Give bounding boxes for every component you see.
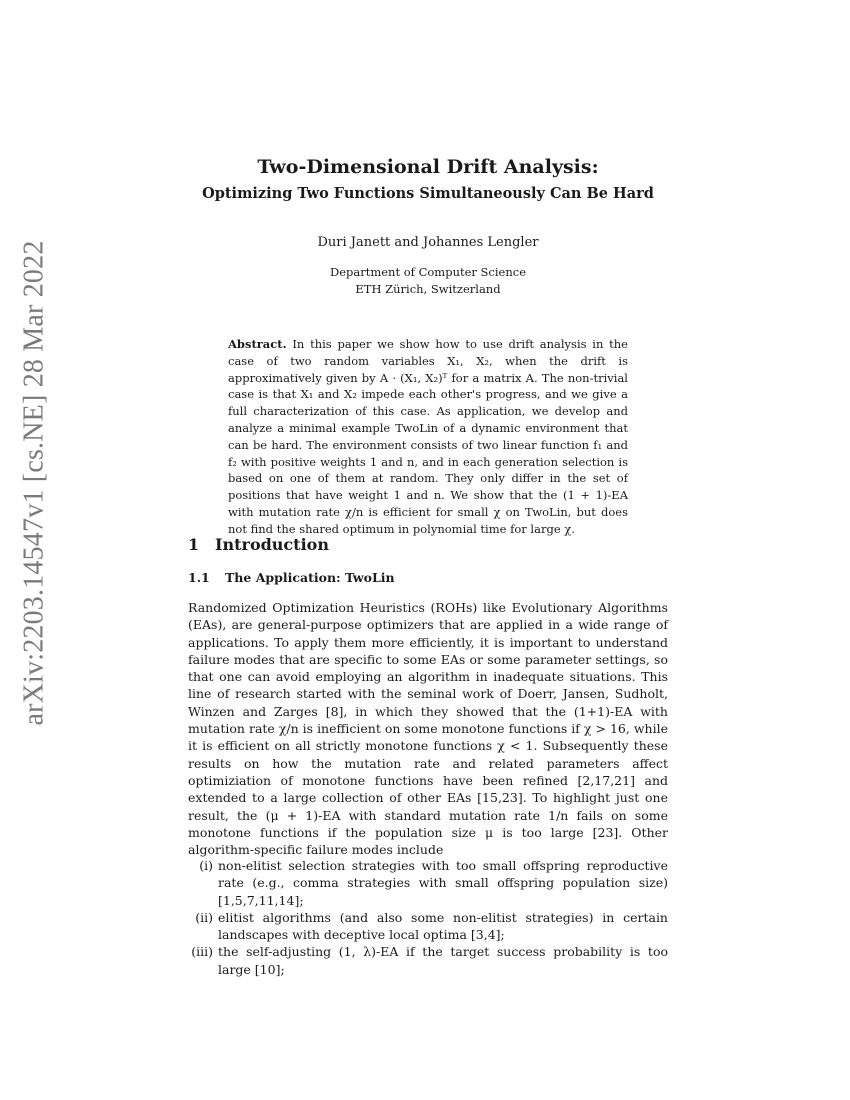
list-item-marker: (i) bbox=[199, 858, 213, 873]
arxiv-identifier-stamp bbox=[12, 240, 58, 726]
list-item-marker: (iii) bbox=[191, 944, 213, 960]
list-item bbox=[188, 943, 668, 978]
list-item bbox=[188, 909, 668, 944]
arxiv-identifier-text: arXiv:2203.14547v1 [cs.NE] 28 Mar 2022 bbox=[19, 240, 51, 726]
intro-paragraph: Randomized Optimization Heuristics (ROHs) like Evolutionary Algorithms (EAs), are general-purpose optimizers that are applied in a wide range of applications. To apply them more efficiently, it is important to understand failure modes that are specific to some EAs or some parameter settings, so that one can avoid employing an algorithm in inadequate situations. This line of research started with the seminal work of Doerr, Jansen, Sudholt, Winzen and Zarges [8], in which they showed that the (1+1)-EA with mutation rate χ/n is inefficient on some monotone functions if χ > 16, while it is efficient on all strictly monotone functions χ < 1. Subsequently these results on how the mutation rate and related parameters affect optimiziation of monotone functions have been refined [2,17,21] and extended to a large collection of other EAs [15,23]. To highlight just one result, the (μ + 1)-EA with standard mutation rate 1/n fails on some monotone functions if the population size μ is too large [23]. Other algorithm-specific failure modes include bbox=[188, 600, 668, 858]
abstract-text: In this paper we show how to use drift analysis in the case of two random variables X₁, X₂, when the drift is approximatively given by A · (X₁, X₂)ᵀ for a matrix A. The non-trivial case is that X₁ and X₂ impede each other's progress, and we give a full characterization of this case. As application, we develop and analyze a minimal example TwoLin of a dynamic environment that can be hard. The environment consists of two linear function f₁ and f₂ with positive weights 1 and n, and in each generation selection is based on one of them at random. They only differ in the set of positions that have weight 1 and n. We show that the (1 + 1)-EA with mutation rate χ/n is efficient for small χ on TwoLin, but does not find the shared optimum in polynomial time for large χ. bbox=[228, 337, 628, 536]
list-item-marker: (ii) bbox=[195, 909, 213, 925]
affiliation-department: Department of Computer Science bbox=[329, 265, 527, 279]
list-item-text: elitist algorithms (and also some non-elitist strategies) in certain landscapes with deceptive local optima [3,4]; bbox=[218, 909, 668, 943]
section-number: 1 bbox=[188, 535, 200, 554]
list-item-text: the self-adjusting (1, λ)-EA if the target success probability is too large [10]; bbox=[218, 944, 668, 977]
list-item bbox=[188, 857, 668, 909]
author-list: Duri Janett and Johannes Lengler bbox=[317, 235, 539, 250]
section-title: Introduction bbox=[215, 535, 329, 554]
failure-modes-list bbox=[188, 857, 668, 978]
affiliation bbox=[188, 264, 668, 298]
section-heading-introduction bbox=[188, 535, 329, 554]
subsection-heading-application bbox=[188, 570, 395, 585]
abstract-label: Abstract. bbox=[228, 337, 287, 351]
abstract bbox=[228, 336, 628, 538]
list-item-text: non-elitist selection strategies with too small offspring reproductive rate (e.g., comma strategies with small offspring population size) [1,5,7,11,14]; bbox=[218, 858, 668, 908]
subsection-number: 1.1 bbox=[188, 570, 210, 585]
subsection-title: The Application: TwoLin bbox=[225, 570, 395, 585]
paper-title: Two-Dimensional Drift Analysis: bbox=[257, 156, 599, 178]
paper-subtitle: Optimizing Two Functions Simultaneously Can Be Hard bbox=[202, 185, 654, 202]
affiliation-institution: ETH Zürich, Switzerland bbox=[355, 282, 501, 296]
